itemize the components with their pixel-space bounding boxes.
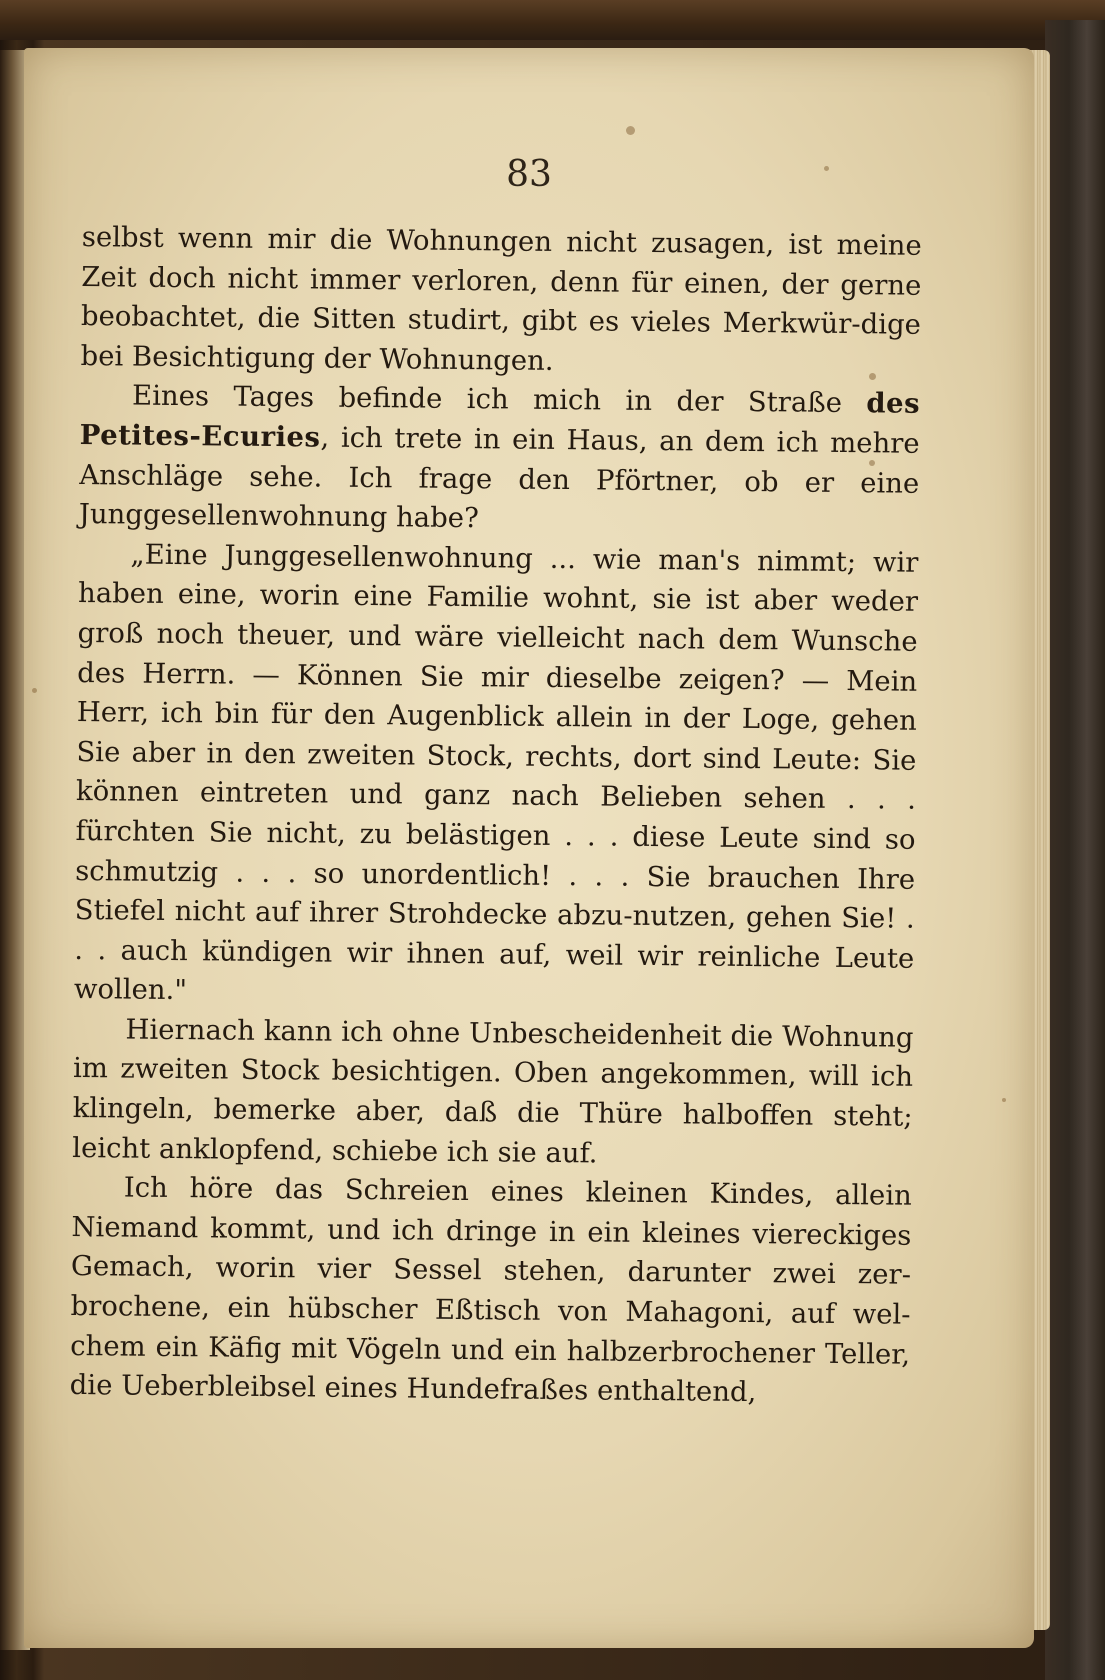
foxing-spot	[32, 688, 37, 693]
book-cover-top	[0, 0, 1105, 40]
body-text	[70, 218, 922, 1415]
paragraph	[72, 1010, 914, 1177]
book-page	[24, 48, 1034, 1648]
paragraph	[79, 376, 921, 543]
paragraph-text: selbst wenn mir die Wohnungen nicht zusagen, ist meine Zeit doch nicht immer verloren, denn für einen, der gerne beobachtet, die Sitten studirt, gibt es vieles Merkwür-dige bei Besichtigung der Wohnungen.	[80, 220, 922, 377]
page-number: 83	[506, 154, 552, 195]
paragraph-text: „Eine Junggesellenwohnung ... wie man's nimmt; wir haben eine, worin eine Familie wohnt, sie ist aber weder groß noch theuer, und wäre vielleicht nach dem Wunsche des Herrn. — Können Sie mir dieselbe zeigen? — Mein Herr, ich bin für den Augenblick allein in der Loge, gehen Sie aber in den zweiten Stock, rechts, dort sind Leute: Sie können eintreten und ganz nach Belieben sehen . . . fürchten Sie nicht, zu belästigen . . . diese Leute sind so schmutzig . . . so unordentlich! . . . Sie brauchen Ihre Stiefel nicht auf ihrer Strohdecke abzu-nutzen, gehen Sie! . . . auch kündigen wir ihnen auf, weil wir reinliche Leute wollen."	[73, 538, 919, 1007]
book-cover-right	[1045, 20, 1105, 1680]
street-name: des Petites-Ecuries	[79, 387, 921, 454]
paragraph	[74, 535, 919, 1019]
foxing-spot	[626, 126, 635, 135]
paragraph-text: Hiernach kann ich ohne Unbescheidenheit die Wohnung im zweiten Stock besichtigen. Oben angekommen, will ich klingeln, bemerke aber, daß die Thüre halboffen steht; leicht anklopfend, schiebe ich sie auf.	[72, 1013, 914, 1170]
paragraph	[80, 218, 922, 385]
paragraph-text: Ich höre das Schreien eines kleinen Kindes, allein Niemand kommt, und ich dringe in ein kleines viereckiges Gemach, worin vier Sessel stehen, darunter zwei zer-brochene, ein hübscher Eßtisch von Mahagoni, auf wel-chem ein Käfig mit Vögeln und ein halbzerbrochener Teller, die Ueberbleibsel eines Hundefraßes enthaltend,	[69, 1171, 912, 1409]
paragraph-text: Eines Tages befinde ich mich in der Straße	[131, 379, 867, 420]
paragraph-text: , ich trete in ein Haus, an dem ich mehre Anschläge sehe. Ich frage den Pförtner, ob er eine Junggesellenwohnung habe?	[78, 421, 920, 535]
foxing-spot	[1002, 1098, 1006, 1102]
paragraph	[70, 1168, 912, 1414]
